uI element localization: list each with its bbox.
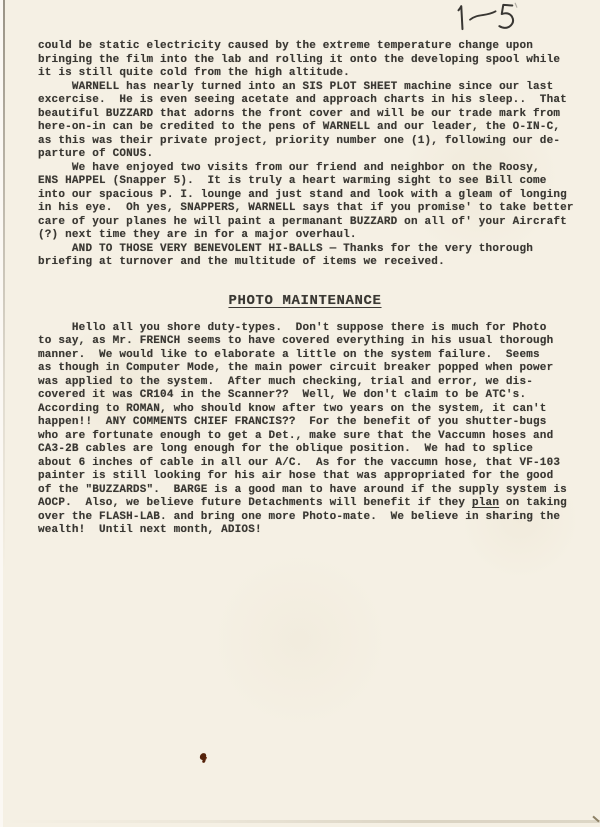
text-line: in his eye. Oh yes, SNAPPERS, WARNELL says that if you promise' to take better bbox=[38, 202, 574, 214]
page-bottom-edge-shadow bbox=[0, 820, 600, 823]
text-line: beautiful BUZZARD that adorns the front cover and will be our trade mark from bbox=[38, 107, 561, 120]
handwritten-page-number bbox=[447, 0, 519, 39]
text-line: painter is still looking for his air hose that was appropriated for the good bbox=[38, 470, 554, 482]
text-line: was applied to the system. After much checking, trial and error, we dis- bbox=[38, 375, 534, 388]
line-segment: AOCP. Also, we believe future Detachments will benefit if they bbox=[38, 497, 472, 509]
text-line: (?) next time they are in for a major overhaul. bbox=[38, 229, 357, 241]
text-line: WARNELL has nearly turned into an SIS PLOT SHEET machine since our last bbox=[38, 80, 554, 93]
paragraph-block-2 bbox=[38, 322, 572, 538]
handwriting-strokes bbox=[447, 0, 518, 34]
text-line: covered it was CR104 in the Scanner?? Well, We don't claim to be ATC's. bbox=[38, 389, 527, 401]
text-line: excercise. He is even seeing acetate and approach charts in his sleep.. That bbox=[38, 94, 567, 106]
text-line: care of your planes he will paint a permanant BUZZARD on all of' your Aircraft bbox=[38, 215, 567, 228]
text-line: bringing the film into the lab and rolling it onto the developing spool while bbox=[38, 53, 561, 66]
text-line: could be static electricity caused by the extreme temperature change upon bbox=[38, 40, 534, 52]
text-line: wealth! Until next month, ADIOS! bbox=[38, 524, 262, 536]
text-line bbox=[38, 497, 572, 511]
text-line: happen!! ANY COMMENTS CHIEF FRANCIS?? For the benefit of you shutter-bugs bbox=[38, 416, 547, 428]
text-line: AND TO THOSE VERY BENEVOLENT HI-BALLS — Thanks for the very thorough bbox=[38, 242, 534, 255]
text-line: into our spacious P. I. lounge and just stand and look with a gleam of longing bbox=[38, 188, 567, 201]
text-line: CA3-2B cables are long enough for the oblique position. We had to splice bbox=[38, 443, 534, 455]
section-heading: PHOTO MAINTENANCE bbox=[228, 292, 382, 309]
underlined-word: plan bbox=[472, 497, 500, 509]
text-line: We have enjoyed two visits from our friend and neighbor on the Roosy, bbox=[38, 161, 540, 174]
text-line: as though in Computer Mode, the main power circuit breaker popped when power bbox=[38, 362, 554, 374]
text-line: who are fortunate enough to get a Det., make sure that the Vaccumn hoses and bbox=[38, 429, 554, 442]
text-line: here-on-in can be credited to the pens of WARNELL and our leader, the O-IN-C, bbox=[38, 121, 561, 133]
text-line: about 6 inches of cable in all our A/C. As for the vaccumn hose, that VF-103 bbox=[38, 456, 561, 469]
text-line: According to ROMAN, who should know after two years on the system, it can't bbox=[38, 402, 547, 415]
ink-speck bbox=[199, 752, 207, 760]
text-line: parture of CONUS. bbox=[38, 148, 154, 160]
text-line: it is still quite cold from the high altitude. bbox=[38, 67, 350, 79]
line-segment: on taking bbox=[499, 497, 567, 509]
text-line: briefing at turnover and the multitude of items we received. bbox=[38, 256, 445, 268]
text-line: of the "BUZZARDS". BARGE is a good man to have around if the supply system is bbox=[38, 483, 567, 496]
text-line: Hello all you shore duty-types. Don't suppose there is much for Photo bbox=[38, 321, 547, 334]
text-line: as this was their private project, priority number one (1), following our de- bbox=[38, 134, 561, 147]
page-left-edge-shadow bbox=[3, 0, 5, 595]
text-line: over the FLASH-LAB. and bring one more Photo-mate. We believe in sharing the bbox=[38, 510, 561, 523]
document-text-body bbox=[38, 40, 572, 538]
text-line: ENS HAPPEL (Snapper 5). It is truly a heart warming sight to see Bill come bbox=[38, 175, 547, 187]
text-line: manner. We would like to elaborate a little on the system failure. Seems bbox=[38, 348, 540, 361]
paragraph-block-1 bbox=[38, 40, 572, 270]
text-line: to say, as Mr. FRENCH seems to have covered everything in his usual thorough bbox=[38, 335, 554, 347]
